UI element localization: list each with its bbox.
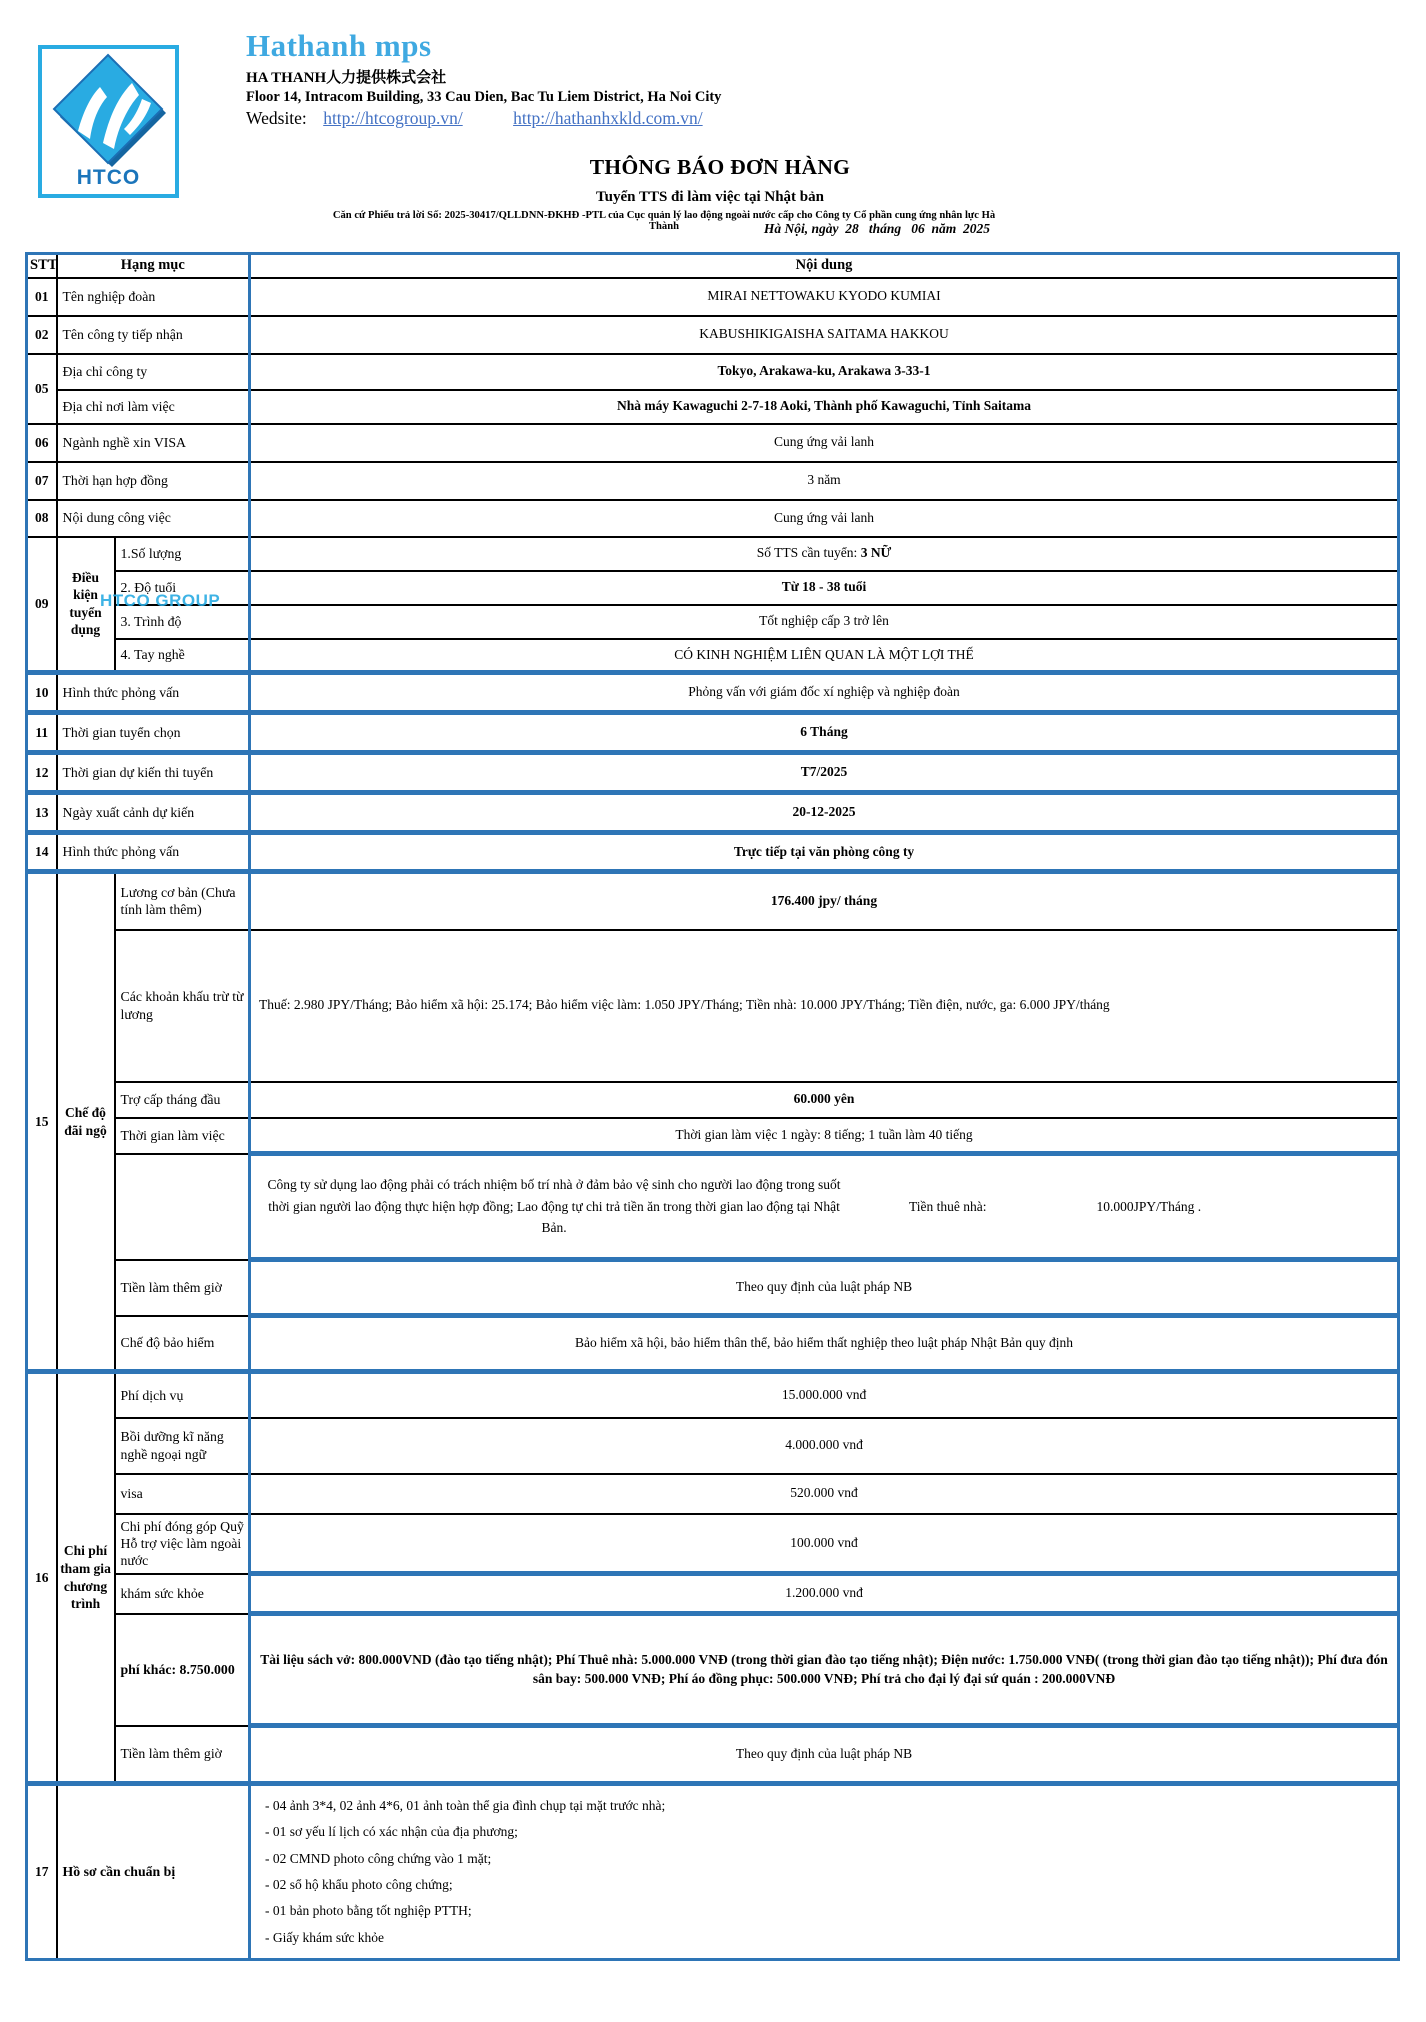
page-subtitle: Tuyển TTS đi làm việc tại Nhật bản bbox=[596, 189, 824, 205]
htco-group-watermark: HTCO GROUP bbox=[100, 591, 221, 610]
logo-text: HTCO bbox=[76, 166, 141, 189]
row16-training-fee: 4.000.000 vnđ bbox=[250, 1418, 1399, 1474]
table-row bbox=[27, 639, 1399, 673]
row05-company-address-label: Địa chỉ công ty bbox=[57, 354, 250, 390]
row06-label: Ngành nghề xin VISA bbox=[57, 424, 250, 462]
header-content: Nội dung bbox=[250, 254, 1399, 278]
row07-label: Thời hạn hợp đồng bbox=[57, 462, 250, 500]
website-line bbox=[246, 108, 703, 129]
row15-salary: 176.400 jpy/ tháng bbox=[250, 872, 1399, 930]
row12-label: Thời gian dự kiến thi tuyển bbox=[57, 753, 250, 793]
order-table bbox=[25, 252, 1400, 1961]
row16-service-fee: 15.000.000 vnđ bbox=[250, 1372, 1399, 1418]
row15-deductions-label: Các khoản khấu trừ từ lương bbox=[115, 930, 250, 1082]
table-row bbox=[27, 500, 1399, 537]
date-line: Hà Nội, ngày 28 tháng 06 năm 2025 bbox=[763, 221, 990, 236]
row09-skill: CÓ KINH NGHIỆM LIÊN QUAN LÀ MỘT LỢI THẾ bbox=[250, 639, 1399, 673]
row01-label: Tên nghiệp đoàn bbox=[57, 278, 250, 316]
row16-stt: 16 bbox=[27, 1372, 57, 1784]
document-item: - 04 ảnh 3*4, 02 ảnh 4*6, 01 ảnh toàn thể gia đình chụp tại mặt trước nhà; bbox=[265, 1798, 666, 1813]
row12-stt: 12 bbox=[27, 753, 57, 793]
row16-training-label: Bồi dưỡng kĩ năng nghề ngoại ngữ bbox=[115, 1418, 250, 1474]
table-row bbox=[27, 278, 1399, 316]
header-stt: STT bbox=[27, 254, 57, 278]
company-logo bbox=[38, 45, 179, 198]
row16-other-fees: Tài liệu sách vở: 800.000VND (đào tạo tiếng nhật); Phí Thuê nhà: 5.000.000 VNĐ (trong thời gian đào tạo tiếng nhật); Điện nước: 1.750.000 VNĐ( (trong thời gian đào tạo tiếng nhật)); Phí đưa đón sân bay: 500.000 VNĐ; Phí áo đồng phục: 500.000 VNĐ; Phí trả cho đại lý đại sứ quán : 200.000VNĐ bbox=[250, 1614, 1399, 1726]
row15-group-label: Chế độ đãi ngộ bbox=[57, 872, 115, 1372]
table-row bbox=[27, 793, 1399, 833]
row11-label: Thời gian tuyển chọn bbox=[57, 713, 250, 753]
row15-hours-label: Thời gian làm việc bbox=[115, 1118, 250, 1154]
row02-stt: 02 bbox=[27, 316, 57, 354]
document-item: - 01 sơ yếu lí lịch có xác nhận của địa phương; bbox=[265, 1824, 518, 1840]
row15-overtime: Theo quy định của luật pháp NB bbox=[250, 1260, 1399, 1316]
table-row bbox=[27, 1316, 1399, 1372]
table-row bbox=[27, 1726, 1399, 1784]
row15-hours: Thời gian làm việc 1 ngày: 8 tiếng; 1 tuần làm 40 tiếng bbox=[250, 1118, 1399, 1154]
table-row bbox=[27, 1784, 1399, 1960]
company-address: Floor 14, Intracom Building, 33 Cau Dien, Bac Tu Liem District, Ha Noi City bbox=[246, 89, 722, 105]
website-link-hathanhxkld[interactable]: http://hathanhxkld.com.vn/ bbox=[513, 108, 703, 128]
document-item: - 01 bản photo bằng tốt nghiệp PTTH; bbox=[265, 1903, 472, 1919]
row10-content: Phỏng vấn với giám đốc xí nghiệp và nghiệp đoàn bbox=[250, 673, 1399, 713]
table-row bbox=[27, 1082, 1399, 1118]
table-row bbox=[27, 537, 1399, 571]
table-row bbox=[27, 605, 1399, 639]
row02-label: Tên công ty tiếp nhận bbox=[57, 316, 250, 354]
table-row bbox=[27, 713, 1399, 753]
page-title: THÔNG BÁO ĐƠN HÀNG bbox=[589, 155, 851, 179]
table-row bbox=[27, 390, 1399, 424]
row15-stt: 15 bbox=[27, 872, 57, 1372]
row08-label: Nội dung công việc bbox=[57, 500, 250, 537]
row10-stt: 10 bbox=[27, 673, 57, 713]
row15-overtime-label: Tiền làm thêm giờ bbox=[115, 1260, 250, 1316]
row09-education-label: 3. Trình độ bbox=[115, 605, 250, 639]
header-category: Hạng mục bbox=[57, 254, 250, 278]
table-row bbox=[27, 1260, 1399, 1316]
rent-value: 10.000JPY/Tháng . bbox=[1096, 1198, 1202, 1214]
table-row bbox=[27, 354, 1399, 390]
website-link-htcogroup[interactable]: http://htcogroup.vn/ bbox=[323, 108, 463, 128]
row16-other-label: phí khác: 8.750.000 bbox=[115, 1614, 250, 1726]
row01-content: MIRAI NETTOWAKU KYODO KUMIAI bbox=[250, 278, 1399, 316]
row15-insurance-label: Chế độ bảo hiểm bbox=[115, 1316, 250, 1372]
table-row bbox=[27, 316, 1399, 354]
row07-content: 3 năm bbox=[250, 462, 1399, 500]
row10-label: Hình thức phỏng vấn bbox=[57, 673, 250, 713]
row09-age-label: 2. Độ tuổi bbox=[115, 571, 250, 605]
table-row bbox=[27, 1154, 1399, 1260]
row15-housing-label bbox=[115, 1154, 250, 1260]
row05-work-address-label: Địa chỉ nơi làm việc bbox=[57, 390, 250, 424]
row14-content: Trực tiếp tại văn phòng công ty bbox=[250, 833, 1399, 872]
row16-service-label: Phí dịch vụ bbox=[115, 1372, 250, 1418]
row07-stt: 07 bbox=[27, 462, 57, 500]
row06-content: Cung ứng vải lanh bbox=[250, 424, 1399, 462]
row13-label: Ngày xuất cảnh dự kiến bbox=[57, 793, 250, 833]
row16-group-label: Chi phí tham gia chương trình bbox=[57, 1372, 115, 1784]
row09-quantity-label: 1.Số lượng bbox=[115, 537, 250, 571]
table-row bbox=[27, 833, 1399, 872]
row05-stt: 05 bbox=[27, 354, 57, 424]
company-name: Hathanh mps bbox=[246, 28, 432, 63]
row06-stt: 06 bbox=[27, 424, 57, 462]
row08-content: Cung ứng vải lanh bbox=[250, 500, 1399, 537]
quantity-value: 3 NỮ bbox=[860, 545, 892, 561]
table-row bbox=[27, 1474, 1399, 1514]
row11-content: 6 Tháng bbox=[250, 713, 1399, 753]
row09-group-label: Điều kiện tuyển dụng bbox=[57, 537, 115, 673]
table-row bbox=[27, 673, 1399, 713]
row15-insurance: Bảo hiểm xã hội, bảo hiểm thân thể, bảo hiểm thất nghiệp theo luật pháp Nhật Bản quy định bbox=[250, 1316, 1399, 1372]
row16-health-label: khám sức khỏe bbox=[115, 1574, 250, 1614]
row15-allowance-label: Trợ cấp tháng đầu bbox=[115, 1082, 250, 1118]
row16-fund-fee: 100.000 vnđ bbox=[250, 1514, 1399, 1574]
table-row bbox=[27, 462, 1399, 500]
table-row bbox=[27, 1118, 1399, 1154]
row09-stt: 09 bbox=[27, 537, 57, 673]
table-row bbox=[27, 424, 1399, 462]
table-row bbox=[27, 1514, 1399, 1574]
table-row bbox=[27, 1418, 1399, 1474]
row16-overtime-label: Tiền làm thêm giờ bbox=[115, 1726, 250, 1784]
row02-content: KABUSHIKIGAISHA SAITAMA HAKKOU bbox=[250, 316, 1399, 354]
row17-stt: 17 bbox=[27, 1784, 57, 1960]
rent-label: Tiền thuê nhà: bbox=[909, 1198, 987, 1214]
row01-stt: 01 bbox=[27, 278, 57, 316]
row05-company-address: Tokyo, Arakawa-ku, Arakawa 3-33-1 bbox=[250, 354, 1399, 390]
document-item: - 02 sổ hộ khẩu photo công chứng; bbox=[265, 1876, 453, 1892]
table-header-row bbox=[27, 254, 1399, 278]
table-row bbox=[27, 571, 1399, 605]
table-row bbox=[27, 1574, 1399, 1614]
document-item: - 02 CMND photo công chứng vào 1 mặt; bbox=[265, 1850, 492, 1866]
row16-visa-fee: 520.000 vnđ bbox=[250, 1474, 1399, 1514]
row16-health-fee: 1.200.000 vnđ bbox=[250, 1574, 1399, 1614]
row16-fund-label: Chi phí đóng góp Quỹ Hỗ trợ việc làm ngoài nước bbox=[115, 1514, 250, 1574]
row09-education: Tốt nghiệp cấp 3 trở lên bbox=[250, 605, 1399, 639]
row11-stt: 11 bbox=[27, 713, 57, 753]
table-row bbox=[27, 1614, 1399, 1726]
company-name-japanese: HA THANH人力提供株式会社 bbox=[246, 70, 447, 86]
table-row bbox=[27, 872, 1399, 930]
quantity-prefix: Số TTS cần tuyển: bbox=[756, 545, 861, 561]
website-label: Wedsite: bbox=[246, 108, 307, 128]
row09-skill-label: 4. Tay nghề bbox=[115, 639, 250, 673]
row17-label: Hồ sơ cần chuẩn bị bbox=[57, 1784, 250, 1960]
housing-note: Công ty sử dụng lao động phải có trách nhiệm bố trí nhà ở đảm bảo vệ sinh cho người lao động trong suốt thời gian người lao động thực hiện hợp đồng; Lao động tự chi trả tiền ăn trong thời gian lao động tại Nhật Bản. bbox=[267, 1177, 841, 1236]
document-item: - Giấy khám sức khỏe bbox=[265, 1929, 385, 1945]
row15-allowance: 60.000 yên bbox=[250, 1082, 1399, 1118]
row15-salary-label: Lương cơ bản (Chưa tính làm thêm) bbox=[115, 872, 250, 930]
table-row bbox=[27, 753, 1399, 793]
row08-stt: 08 bbox=[27, 500, 57, 537]
reference-line: Căn cứ Phiếu trả lời Số: 2025-30417/QLLDNN-ĐKHĐ -PTL của Cục quản lý lao động ngoài nước cấp cho Công ty Cổ phần cung ứng nhân lực Hà Thành bbox=[332, 210, 996, 232]
row12-content: T7/2025 bbox=[250, 753, 1399, 793]
row16-visa-label: visa bbox=[115, 1474, 250, 1514]
row16-overtime: Theo quy định của luật pháp NB bbox=[250, 1726, 1399, 1784]
row13-stt: 13 bbox=[27, 793, 57, 833]
row13-content: 20-12-2025 bbox=[250, 793, 1399, 833]
row09-age: Từ 18 - 38 tuổi bbox=[250, 571, 1399, 605]
row14-stt: 14 bbox=[27, 833, 57, 872]
table-row bbox=[27, 930, 1399, 1082]
row15-deductions: Thuế: 2.980 JPY/Tháng; Bảo hiểm xã hội: 25.174; Bảo hiểm việc làm: 1.050 JPY/Tháng; Tiền nhà: 10.000 JPY/Tháng; Tiền điện, nước, ga: 6.000 JPY/tháng bbox=[250, 930, 1399, 1082]
table-row bbox=[27, 1372, 1399, 1418]
row14-label: Hình thức phỏng vấn bbox=[57, 833, 250, 872]
row05-work-address: Nhà máy Kawaguchi 2-7-18 Aoki, Thành phố Kawaguchi, Tỉnh Saitama bbox=[250, 390, 1399, 424]
row09-quantity bbox=[250, 537, 1399, 571]
row15-housing bbox=[250, 1154, 1399, 1260]
row17-documents bbox=[250, 1784, 1399, 1960]
